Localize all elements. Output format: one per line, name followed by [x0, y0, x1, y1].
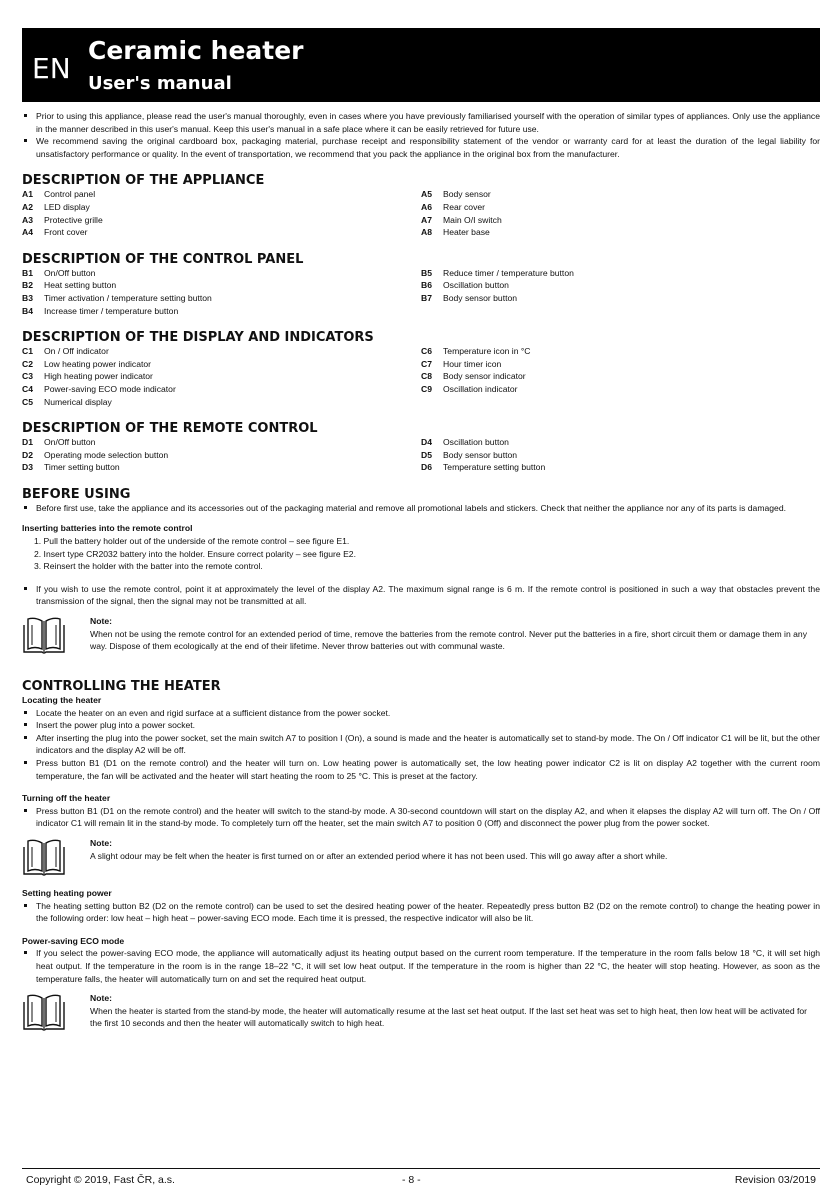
item-code: A8	[421, 227, 432, 238]
eco-subtitle: Power-saving ECO mode	[22, 935, 125, 946]
item-label: Oscillation indicator	[443, 383, 518, 394]
item-code: B7	[421, 292, 432, 303]
item-label: Reduce timer / temperature button	[443, 267, 574, 278]
item-label: Low heating power indicator	[44, 358, 152, 369]
before-using-text: Before first use, take the appliance and its accessories out of the packaging material and remove all promotional labels and stickers. Check that neither the appliance nor any of its parts is damaged.	[22, 502, 820, 515]
list-item	[421, 370, 820, 383]
list-item	[421, 292, 820, 305]
revision: Revision 03/2019	[734, 1174, 816, 1186]
list-item	[22, 226, 421, 239]
manual-book-icon	[22, 992, 66, 1032]
list-item	[22, 292, 421, 305]
display-indicators-list	[22, 345, 820, 408]
parts-column-right	[421, 188, 820, 238]
item-code: C8	[421, 371, 432, 382]
item-code: C7	[421, 358, 432, 369]
note-text: When not be using the remote control for an extended period of time, remove the batteries from the remote control. Never put the batteries in a fire, short circuit them or damage them in any way. Dispose of them ecologically at the end of their lifetime. Never throw batteries out with communal waste.	[90, 628, 807, 652]
section-title-control-panel: DESCRIPTION OF THE CONTROL PANEL	[22, 251, 304, 267]
language-code: EN	[32, 52, 71, 85]
item-code: A2	[22, 201, 33, 212]
display-column-right	[421, 345, 820, 408]
item-code: C9	[421, 383, 432, 394]
list-item	[22, 461, 421, 474]
item-label: Timer activation / temperature setting button	[44, 292, 212, 303]
item-label: Body sensor button	[443, 292, 518, 303]
eco-text: If you select the power-saving ECO mode, the appliance will automatically adjust its heating output based on the current room temperature. If the temperature in the room falls below 18 °C, it will set high heat output. If the temperature in the room is in the range 18–22 °C, it will set low heat output. If the temperature in the room is higher than 22 °C, the heater will stop heating. However, as soon as the temperature falls, the heater will automatically turn on and set the required heat output.	[22, 947, 820, 985]
locating-bullet: After inserting the plug into the power socket, set the main switch A7 to position I (On), a sound is made and the heater is automatically set to stand-by mode. The On / Off indicator C1 will be lit, but the other indicators and the display A2 will be off.	[22, 732, 820, 757]
item-code: C3	[22, 371, 33, 382]
section-title-appliance: DESCRIPTION OF THE APPLIANCE	[22, 173, 265, 189]
intro-bullet: Prior to using this appliance, please read the user's manual thoroughly, even in cases where you have previously familiarised yourself with the operation of similar types of appliances. Only use the appliance in the manner described in this user's manual. Keep this user's manual in a safe place where it can be easily retrieved for future use.	[22, 110, 820, 135]
list-item	[22, 449, 421, 462]
parts-column-left	[22, 188, 421, 238]
item-code: B3	[22, 292, 33, 303]
list-item	[421, 267, 820, 280]
item-code: B5	[421, 267, 432, 278]
item-label: Protective grille	[44, 214, 103, 225]
item-label: On/Off button	[44, 267, 96, 278]
item-label: Numerical display	[44, 396, 112, 407]
item-code: A1	[22, 189, 33, 200]
item-label: Heat setting button	[44, 280, 117, 291]
item-label: Operating mode selection button	[44, 449, 169, 460]
manual-book-icon	[22, 837, 66, 877]
item-code: D4	[421, 437, 432, 448]
item-label: Power-saving ECO mode indicator	[44, 383, 176, 394]
list-item	[421, 449, 820, 462]
copyright: Copyright © 2019, Fast ČR, a.s.	[26, 1174, 175, 1186]
list-item	[421, 214, 820, 227]
item-code: D1	[22, 437, 33, 448]
remote-column-right	[421, 436, 820, 474]
battery-step: 1. Pull the battery holder out of the underside of the remote control – see figure E1.	[34, 536, 350, 547]
item-code: C2	[22, 358, 33, 369]
item-code: D2	[22, 449, 33, 460]
item-label: Temperature setting button	[443, 462, 546, 473]
note-text: A slight odour may be felt when the heater is first turned on or after an extended period where it has not been used. This will go away after a short while.	[90, 850, 668, 861]
list-item	[421, 461, 820, 474]
item-label: Control panel	[44, 189, 96, 200]
item-label: Body sensor button	[443, 449, 518, 460]
list-item	[22, 436, 421, 449]
page-header	[22, 28, 820, 102]
list-item	[22, 383, 421, 396]
turnoff-text: Press button B1 (D1 on the remote control) and the heater will switch to the stand-by mode. A 30-second countdown will start on the display A2, and when it elapses the display A2 will turn off. The On / Off indicator C1 will remain lit in the stand-by mode. To completely turn off the heater, set the main switch A7 to position 0 (Off) and disconnect the power plug from the power socket.	[22, 805, 820, 830]
remote-buttons-list	[22, 436, 820, 474]
note-box	[22, 992, 820, 1032]
manual-book-icon	[22, 615, 66, 655]
item-code: A4	[22, 227, 33, 238]
item-code: B4	[22, 305, 33, 316]
list-item	[22, 267, 421, 280]
note-label: Note:	[90, 837, 112, 848]
document-title: Ceramic heater	[88, 36, 304, 65]
item-code: B2	[22, 280, 33, 291]
item-label: Front cover	[44, 227, 88, 238]
locating-bullet: Locate the heater on an even and rigid surface at a sufficient distance from the power socket.	[22, 707, 820, 720]
item-code: B6	[421, 280, 432, 291]
item-code: A6	[421, 201, 432, 212]
list-item	[421, 279, 820, 292]
item-code: C5	[22, 396, 33, 407]
item-code: A3	[22, 214, 33, 225]
item-code: C6	[421, 346, 432, 357]
list-item	[421, 226, 820, 239]
item-label: Hour timer icon	[443, 358, 502, 369]
item-code: D3	[22, 462, 33, 473]
remote-column-left	[22, 436, 421, 474]
list-item	[421, 188, 820, 201]
heating-text: The heating setting button B2 (D2 on the remote control) can be used to set the desired heating power of the heater. Repeatedly press button B2 (D2 on the remote control) to change the heating power in the following order: low heat – high heat – power-saving ECO mode. Each time it is pressed, the respective indicator will also be lit.	[22, 900, 820, 925]
turnoff-subtitle: Turning off the heater	[22, 793, 111, 804]
section-title-controlling: CONTROLLING THE HEATER	[22, 679, 221, 695]
item-code: D6	[421, 462, 432, 473]
list-item	[22, 370, 421, 383]
list-item	[22, 279, 421, 292]
battery-step: 3. Reinsert the holder with the batter into the remote control.	[34, 561, 263, 572]
item-label: High heating power indicator	[44, 371, 153, 382]
list-item	[22, 396, 421, 409]
section-title-remote: DESCRIPTION OF THE REMOTE CONTROL	[22, 421, 318, 437]
list-item	[421, 345, 820, 358]
intro-bullet: We recommend saving the original cardboard box, packaging material, purchase receipt and responsibility statement of the vendor or warranty card for at least the duration of the legal liability for unsatisfactory performance or quality. In the event of transportation, we recommend that you pack the appliance in the original box from the manufacturer.	[22, 135, 820, 160]
note-box	[22, 837, 820, 877]
item-label: Rear cover	[443, 201, 486, 212]
list-item	[421, 383, 820, 396]
item-label: LED display	[44, 201, 90, 212]
locating-bullet: Press button B1 (D1 on the remote control) and the heater will turn on. Low heating power is automatically set, the low heating power indicator C2 is lit on display A2 together with the current room temperature, the fan will be activated and the heater will start heating the room to 25 °C. This is preset at the factory.	[22, 757, 820, 782]
section-title-display: DESCRIPTION OF THE DISPLAY AND INDICATORS	[22, 330, 374, 346]
panel-column-right	[421, 267, 820, 317]
control-panel-list	[22, 267, 820, 317]
item-label: Heater base	[443, 227, 490, 238]
item-label: Oscillation button	[443, 437, 509, 448]
list-item	[421, 436, 820, 449]
note-label: Note:	[90, 616, 112, 627]
item-label: On / Off indicator	[44, 346, 109, 357]
list-item	[22, 358, 421, 371]
page-number: - 8 -	[402, 1174, 421, 1186]
appliance-parts-list	[22, 188, 820, 238]
item-label: Body sensor indicator	[443, 371, 526, 382]
document-subtitle: User's manual	[88, 73, 232, 94]
item-code: C1	[22, 346, 33, 357]
list-item	[22, 188, 421, 201]
page-footer	[22, 1168, 820, 1186]
note-label: Note:	[90, 993, 112, 1004]
item-code: D5	[421, 449, 432, 460]
item-label: On/Off button	[44, 437, 96, 448]
panel-column-left	[22, 267, 421, 317]
item-label: Increase timer / temperature button	[44, 305, 179, 316]
battery-step: 2. Insert type CR2032 battery into the holder. Ensure correct polarity – see figure E2.	[34, 548, 356, 559]
item-label: Timer setting button	[44, 462, 120, 473]
list-item	[22, 305, 421, 318]
list-item	[421, 358, 820, 371]
item-code: C4	[22, 383, 33, 394]
item-code: A5	[421, 189, 432, 200]
batteries-subtitle: Inserting batteries into the remote control	[22, 523, 193, 534]
locating-bullet: Insert the power plug into a power socket.	[22, 719, 820, 732]
locating-subtitle: Locating the heater	[22, 695, 102, 706]
list-item	[22, 201, 421, 214]
list-item	[421, 201, 820, 214]
remote-usage-text: If you wish to use the remote control, point it at approximately the level of the display A2. The maximum signal range is 6 m. If the remote control is positioned in such a way that obstacles prevent the transmission of the signal, then the signal may not be transmitted at all.	[22, 583, 820, 608]
list-item	[22, 345, 421, 358]
item-label: Body sensor	[443, 189, 491, 200]
list-item	[22, 214, 421, 227]
document-body	[22, 110, 820, 1032]
note-text: When the heater is started from the stand-by mode, the heater will automatically resume at the last set heat output. If the last set heat was set to high heat, then low heat will be activated for the first 10 seconds and then the heater will automatically switch to high heat.	[90, 1005, 808, 1029]
display-column-left	[22, 345, 421, 408]
section-title-before-using: BEFORE USING	[22, 486, 131, 502]
item-code: B1	[22, 267, 33, 278]
item-label: Temperature icon in °C	[443, 346, 531, 357]
item-label: Oscillation button	[443, 280, 509, 291]
item-label: Main O/I switch	[443, 214, 502, 225]
note-box	[22, 615, 820, 655]
item-code: A7	[421, 214, 432, 225]
heating-subtitle: Setting heating power	[22, 887, 112, 898]
